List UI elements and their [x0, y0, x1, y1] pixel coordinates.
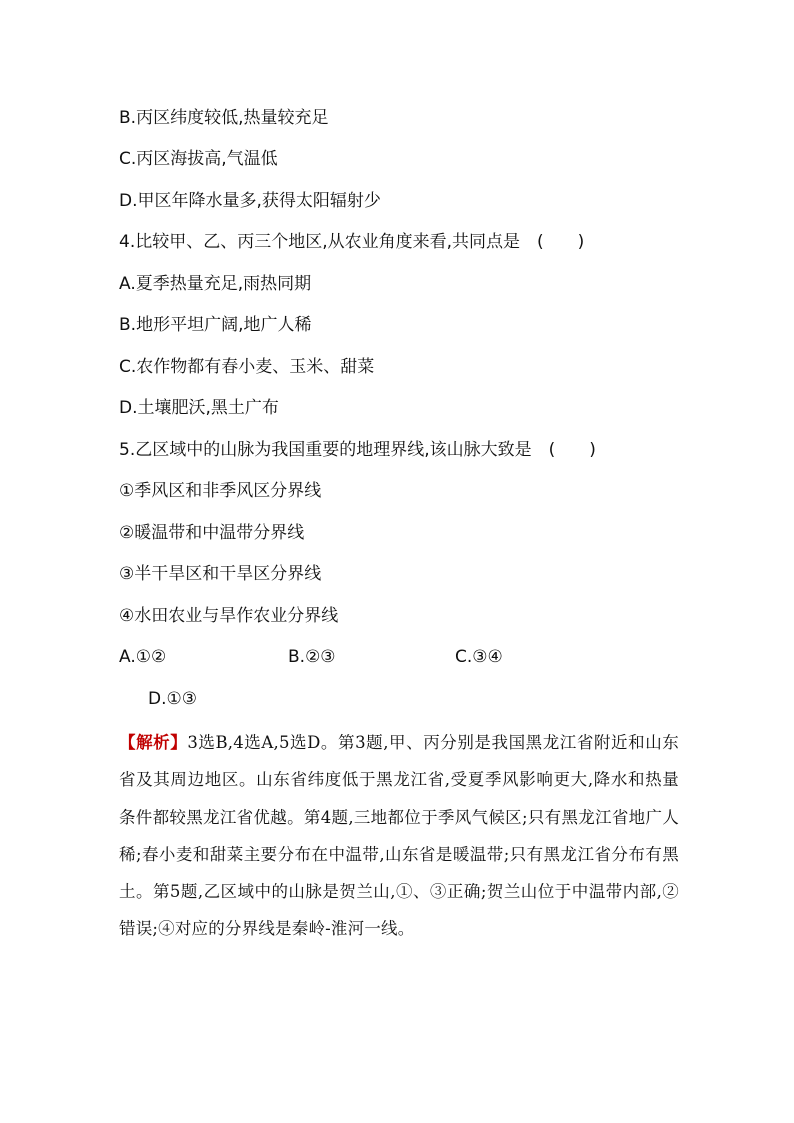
q5-item-4: ④水田农业与旱作农业分界线 [119, 606, 339, 626]
q5-option-b: B.②③ [288, 647, 336, 667]
q4-stem: 4.比较甲、乙、丙三个地区,从农业角度来看,共同点是 ( ) [119, 232, 585, 252]
q3-option-b: B.丙区纬度较低,热量较充足 [119, 108, 329, 128]
explanation-block [119, 724, 679, 948]
explanation-text: 3选B,4选A,5选D。第3题,甲、丙分别是我国黑龙江省附近和山东省及其周边地区。山东省纬度低于黑龙江省,受夏季风影响更大,降水和热量条件都较黑龙江省优越。第4题,三地都位于季风气候区;只有黑龙江省地广人稀;春小麦和甜菜主要分布在中温带,山东省是暖温带;只有黑龙江省分布有黑土。第5题,乙区域中的山脉是贺兰山,①、③正确;贺兰山位于中温带内部,②错误;④对应的分界线是秦岭-淮河一线。 [119, 733, 679, 939]
q4-option-d: D.土壤肥沃,黑土广布 [119, 398, 279, 418]
q4-option-c: C.农作物都有春小麦、玉米、甜菜 [119, 357, 375, 377]
q5-option-a: A.①② [119, 647, 167, 667]
q4-option-b: B.地形平坦广阔,地广人稀 [119, 315, 312, 335]
q3-option-c: C.丙区海拔高,气温低 [119, 149, 278, 169]
q5-item-3: ③半干旱区和干旱区分界线 [119, 564, 322, 584]
q4-option-a: A.夏季热量充足,雨热同期 [119, 274, 312, 294]
q5-item-1: ①季风区和非季风区分界线 [119, 481, 322, 501]
q5-option-c: C.③④ [455, 647, 503, 667]
q5-option-d: D.①③ [148, 689, 197, 709]
q5-item-2: ②暖温带和中温带分界线 [119, 523, 305, 543]
explanation-tag: 【解析】 [119, 733, 188, 752]
q3-option-d: D.甲区年降水量多,获得太阳辐射少 [119, 191, 381, 211]
q5-stem: 5.乙区域中的山脉为我国重要的地理界线,该山脉大致是 ( ) [119, 440, 596, 460]
